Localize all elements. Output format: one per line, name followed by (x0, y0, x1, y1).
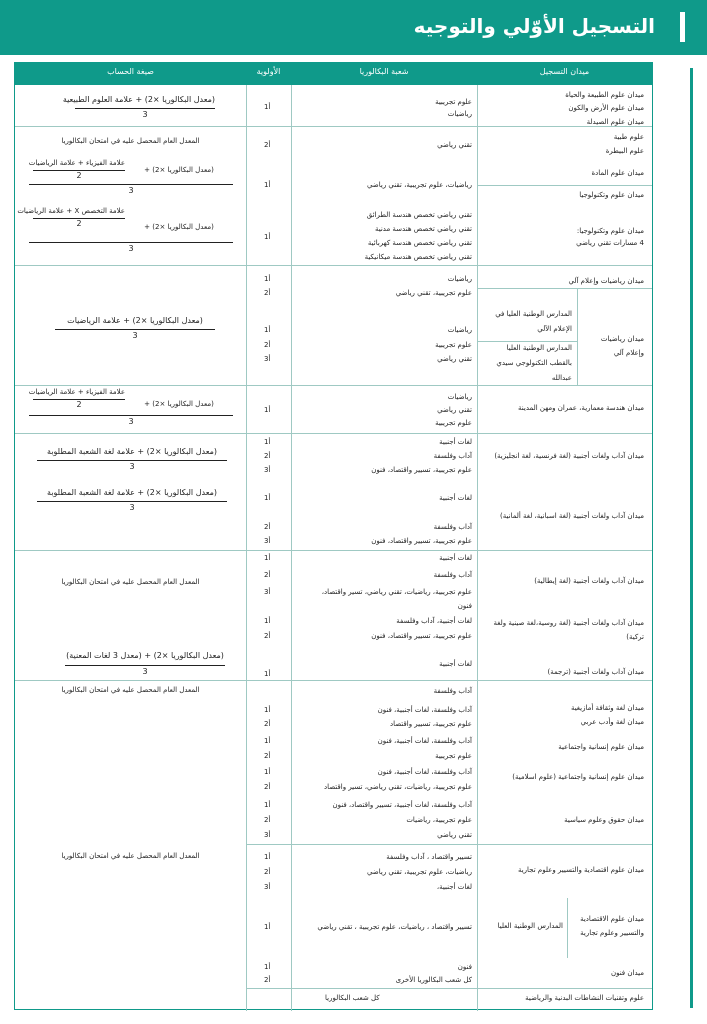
priority-label: أ2 (264, 571, 271, 579)
row-separator (246, 844, 652, 845)
priority-label: أ1 (264, 103, 271, 111)
formula-numerator: (معدل البكالوريا ×2) + (معدل 3 لغات المعنية) (66, 651, 224, 660)
formula-text: 3 (128, 244, 134, 253)
fraction-bar (29, 184, 233, 185)
branch-label: آداب وفلسفة، لغات أجنبية، تسيير واقتصاد، فنون (332, 801, 472, 809)
priority-label: أ1 (264, 737, 271, 745)
row-separator (15, 265, 652, 266)
priority-label: أ1 (264, 181, 271, 189)
row-separator (15, 680, 652, 681)
field-label: ميدان علوم الصيدلة (586, 118, 644, 126)
branch-label: تقني رياضي تخصص هندسة الطرائق (366, 211, 472, 219)
branch-label: آداب وفلسفة، لغات أجنبية، فنون (377, 706, 472, 714)
formula-text: علامة التخصص X + علامة الرياضيات (17, 207, 125, 215)
priority-label: أ1 (264, 923, 271, 931)
branch-label: علوم تجريبية، رياضيات، تقني رياضي، تسير واقتصاد (323, 783, 472, 791)
branch-label: لغات أجنبية، (436, 883, 472, 891)
branch-label: رياضيات (447, 110, 472, 118)
grid-line (477, 85, 478, 1011)
branch-label: رياضيات، علوم تجريبية، تقني رياضي (366, 868, 472, 876)
field-label: عبدالله (551, 374, 572, 382)
priority-label: أ3 (264, 831, 271, 839)
field-label: والتسيير وعلوم تجارية (580, 929, 644, 937)
branch-label: آداب وفلسفة (433, 523, 472, 531)
formula-denominator: 3 (142, 110, 148, 119)
priority-label: أ1 (264, 233, 271, 241)
grid-line (567, 898, 568, 958)
field-label: ميدان فنون (610, 969, 644, 977)
field-label: ميدان لغة وثقافة أمازيغية (570, 704, 644, 712)
priority-label: أ1 (264, 438, 271, 446)
formula-numerator: (معدل البكالوريا ×2) + علامة لغة الشعبة المطلوبة (47, 447, 217, 456)
field-label: تركية) (626, 633, 644, 641)
priority-label: أ1 (264, 554, 271, 562)
branch-label: علوم تجريبية (435, 98, 472, 106)
priority-label: أ2 (264, 752, 271, 760)
priority-label: أ1 (264, 275, 271, 283)
field-label: ميدان آداب ولغات أجنبية (لغة اسبانية، لغة ألمانية) (500, 512, 644, 520)
branch-label: علوم تجريبية (435, 419, 472, 427)
priority-label: أ1 (264, 617, 271, 625)
field-label: ميدان علوم اقتصادية والتسيير وعلوم تجارية (517, 866, 644, 874)
priority-label: أ1 (264, 963, 271, 971)
branch-label: رياضيات (447, 326, 472, 334)
priority-label: أ1 (264, 670, 271, 678)
priority-label: أ1 (264, 406, 271, 414)
branch-label: تسيير واقتصاد ، رياضيات، علوم تجريبية ، تقني رياضي (317, 923, 472, 931)
priority-label: أ2 (264, 523, 271, 531)
priority-label: أ2 (264, 289, 271, 297)
formula-text: (معدل البكالوريا ×2) + (144, 166, 214, 174)
fraction-bar (55, 329, 215, 330)
formula-numerator: (معدل البكالوريا ×2) + علامة لغة الشعبة المطلوبة (47, 488, 217, 497)
field-label: علوم طبية (613, 133, 644, 141)
row-separator (477, 341, 577, 342)
grid-line (291, 85, 292, 1011)
branch-label: تقني رياضي تخصص هندسة مدنية (374, 225, 472, 233)
row-separator (477, 185, 652, 186)
branch-label: آداب وفلسفة (433, 452, 472, 460)
field-label: ميدان لغة وأدب عربي (580, 718, 644, 726)
fraction-bar (29, 242, 233, 243)
priority-label: أ2 (264, 783, 271, 791)
branch-label: علوم تجريبية، تسيير واقتصاد (389, 720, 472, 728)
branch-label: تقني رياضي (437, 406, 472, 414)
field-label: 4 مسارات تقني رياضي (576, 239, 644, 247)
branch-label: آداب وفلسفة (433, 687, 472, 695)
branch-label: علوم تجريبية، رياضيات (406, 816, 472, 824)
field-label: ميدان آداب ولغات أجنبية (لغة روسية،لغة صينية ولغة (493, 619, 644, 627)
column-header-formula: صيغة الحساب (107, 67, 154, 76)
fraction-bar (65, 665, 225, 666)
branch-label: لغات أجنبية (439, 494, 472, 502)
priority-label: أ3 (264, 466, 271, 474)
field-label: علوم وتقنيات النشاطات البدنية والرياضية (525, 994, 644, 1002)
branch-label: لغات أجنبية (439, 438, 472, 446)
orientation-table (14, 62, 653, 1010)
fraction-bar (37, 460, 227, 461)
formula-denominator: 3 (132, 331, 138, 340)
formula-text: 3 (128, 186, 134, 195)
priority-label: أ2 (264, 452, 271, 460)
formula-denominator: 3 (129, 503, 135, 512)
field-label: ميدان علوم الأرض والكون (568, 104, 644, 112)
field-label: ميدان علوم الطبيعة والحياة (565, 91, 644, 99)
priority-label: أ1 (264, 768, 271, 776)
priority-label: أ1 (264, 706, 271, 714)
field-label: ميدان علوم المادة (591, 169, 644, 177)
branch-label: تقني رياضي (437, 141, 472, 149)
field-label: ميدان علوم إنسانية واجتماعية (علوم اسلامية) (512, 773, 644, 781)
field-label: ميدان هندسة معمارية، عمران ومهن المدينة (518, 404, 644, 412)
branch-label: تقني رياضي تخصص هندسة ميكانيكية (364, 253, 472, 261)
formula-denominator: 3 (142, 667, 148, 676)
priority-label: أ3 (264, 355, 271, 363)
field-label: علوم البيطرة (605, 147, 644, 155)
priority-label: أ1 (264, 853, 271, 861)
formula-text: (معدل البكالوريا ×2) + (144, 223, 214, 231)
priority-label: أ3 (264, 588, 271, 596)
field-label: ميدان علوم وتكنولوجيا: (576, 227, 644, 235)
formula-denominator: 3 (129, 462, 135, 471)
row-separator (477, 288, 652, 289)
column-header-priority: الأولوية (256, 67, 281, 76)
branch-label: تقني رياضي تخصص هندسة كهربائية (367, 239, 472, 247)
field-label: ميدان رياضيات (600, 335, 644, 343)
priority-label: أ2 (264, 816, 271, 824)
branch-label: تقني رياضي (437, 831, 472, 839)
branch-label: علوم تجريبية، تسيير واقتصاد، فنون (371, 537, 472, 545)
branch-label: لغات أجنبية (439, 554, 472, 562)
formula-text: 2 (76, 171, 82, 180)
field-label: ميدان رياضيات وإعلام آلي (568, 277, 644, 285)
priority-label: أ3 (264, 883, 271, 891)
priority-label: أ1 (264, 326, 271, 334)
priority-label: أ2 (264, 341, 271, 349)
branch-label: علوم تجريبية، تقني رياضي (395, 289, 472, 297)
field-label: ميدان علوم إنسانية واجتماعية (558, 743, 644, 751)
branch-label: رياضيات، علوم تجريبية، تقني رياضي (366, 181, 472, 189)
formula-text: 2 (76, 219, 82, 228)
fraction-bar (37, 501, 227, 502)
table-header-row (15, 63, 652, 85)
formula-text: علامة الفيزياء + علامة الرياضيات (28, 388, 125, 396)
row-separator (15, 433, 652, 434)
branch-label: علوم تجريبية، تسيير واقتصاد، فنون (371, 466, 472, 474)
field-label: المدارس الوطنية العليا في (495, 310, 572, 318)
priority-label: أ2 (264, 868, 271, 876)
formula-text: المعدل العام المحصل عليه في امتحان البكالوريا (61, 137, 200, 145)
branch-label: تقني رياضي (437, 355, 472, 363)
formula-text: المعدل العام المحصل عليه في امتحان البكالوريا (61, 578, 200, 586)
branch-label: فنون (457, 963, 472, 971)
page-header (0, 0, 707, 55)
column-header-field: ميدان التسجيل (539, 67, 590, 76)
side-accent-line (690, 68, 693, 1008)
branch-label: رياضيات (447, 275, 472, 283)
header-accent-bar (680, 12, 685, 42)
branch-label: آداب وفلسفة، لغات أجنبية، فنون (377, 737, 472, 745)
branch-label: علوم تجريبية (435, 341, 472, 349)
field-label: وإعلام آلي (613, 349, 644, 357)
row-separator (15, 550, 652, 551)
field-label: ميدان آداب ولغات أجنبية (لغة فرنسية، لغة انجليزية) (494, 452, 644, 460)
grid-line (246, 85, 247, 1011)
branch-label: علوم تجريبية، تسيير واقتصاد، فنون (371, 632, 472, 640)
branch-label: فنون (457, 602, 472, 610)
field-label: المدارس الوطنية العليا (497, 922, 563, 930)
row-separator (246, 988, 652, 989)
branch-label: رياضيات (447, 393, 472, 401)
priority-label: أ3 (264, 537, 271, 545)
page-title: التسجيل الأوّلي والتوجيه (413, 14, 655, 38)
priority-label: أ2 (264, 976, 271, 984)
priority-label: أ1 (264, 801, 271, 809)
fraction-bar (29, 415, 233, 416)
formula-text: علامة الفيزياء + علامة الرياضيات (28, 159, 125, 167)
priority-label: أ1 (264, 494, 271, 502)
branch-label: تسيير واقتصاد ، آداب وفلسفة (386, 853, 472, 861)
field-label: ميدان علوم وتكنولوجيا (579, 191, 644, 199)
field-label: المدارس الوطنية العليا (506, 344, 572, 352)
grid-line (577, 288, 578, 385)
formula-text: المعدل العام المحصل عليه في امتحان البكالوريا (61, 852, 200, 860)
column-header-branch: شعبة البكالوريا (359, 67, 409, 76)
row-separator (15, 385, 652, 386)
formula-text: 3 (128, 417, 134, 426)
priority-label: أ2 (264, 632, 271, 640)
branch-label: علوم تجريبية، رياضيات، تقني رياضي، تسير واقتصاد، (321, 588, 472, 596)
branch-label: كل شعب البكالوريا (325, 994, 380, 1002)
priority-label: أ2 (264, 141, 271, 149)
formula-text: المعدل العام المحصل عليه في امتحان البكالوريا (61, 686, 200, 694)
branch-label: لغات أجنبية (439, 660, 472, 668)
branch-label: علوم تجريبية (435, 752, 472, 760)
formula-numerator: (معدل البكالوريا ×2) + علامة الرياضيات (67, 316, 203, 325)
branch-label: لغات أجنبية، آداب وفلسفة (396, 617, 472, 625)
branch-label: كل شعب البكالوريا الأخرى (395, 976, 472, 984)
formula-text: 2 (76, 400, 82, 409)
priority-label: أ2 (264, 720, 271, 728)
field-label: بالقطب التكنولوجي سيدي (496, 359, 572, 367)
formula-numerator: (معدل البكالوريا ×2) + علامة العلوم الطبيعية (62, 95, 215, 104)
field-label: ميدان حقوق وعلوم سياسية (564, 816, 644, 824)
branch-label: آداب وفلسفة (433, 571, 472, 579)
field-label: ميدان آداب ولغات أجنبية (لغة إيطالية) (534, 577, 644, 585)
fraction-bar (75, 108, 215, 109)
field-label: ميدان علوم الاقتصادية (580, 915, 644, 923)
field-label: ميدان آداب ولغات أجنبية (ترجمة) (547, 668, 644, 676)
formula-text: (معدل البكالوريا ×2) + (144, 400, 214, 408)
branch-label: آداب وفلسفة، لغات أجنبية، فنون (377, 768, 472, 776)
field-label: الإعلام الآلي (537, 325, 572, 333)
row-separator (15, 126, 652, 127)
